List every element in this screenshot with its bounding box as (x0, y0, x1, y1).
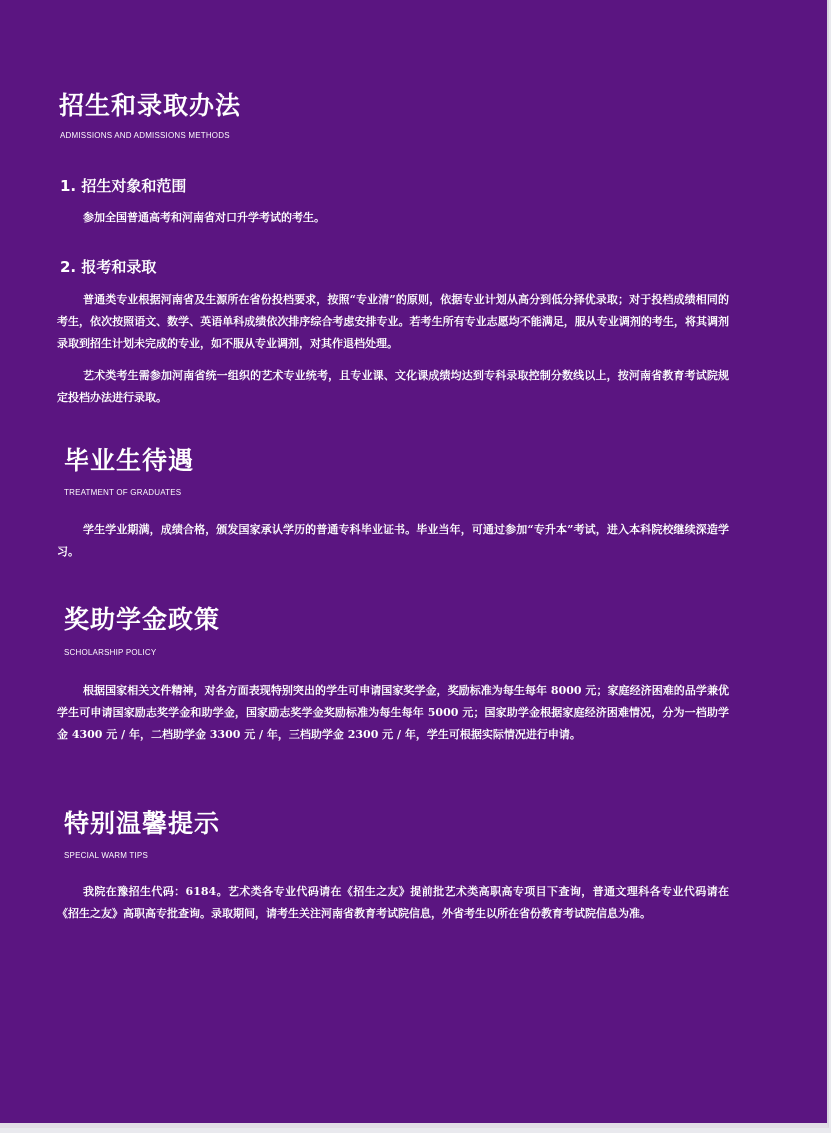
tips-subtitle: SPECIAL WARM TIPS (64, 851, 149, 860)
scholarship-subtitle: SCHOLARSHIP POLICY (64, 648, 157, 657)
admissions-part2-paragraph-2: 艺术类考生需参加河南省统一组织的艺术专业统考，且专业课、文化课成绩均达到专科录取控制分数线以上，按河南省教育考试院规定投档办法进行录取。 (57, 369, 729, 404)
scholarship-title: 奖助学金政策 (64, 605, 221, 634)
admissions-part1-heading: 1. 招生对象和范围 (60, 177, 187, 195)
tips-text: 我院在豫招生代码：6184。艺术类各专业代码请在《招生之友》提前批艺术类高职高专项目下查询，普通文理科各专业代码请在《招生之友》高职高专批查询。录取期间，请考生关注河南省教育考试院信息，外省考生以所在省份教育考试院信息为准。 (57, 885, 729, 920)
admissions-part2-heading: 2. 报考和录取 (60, 258, 157, 276)
admissions-subtitle: ADMISSIONS AND ADMISSIONS METHODS (60, 131, 230, 140)
admissions-part2-paragraph-1: 普通类专业根据河南省及生源所在省份投档要求，按照“专业清”的原则，依据专业计划从高分到低分择优录取；对于投档成绩相同的考生，依次按照语文、数学、英语单科成绩依次排序综合考虑安排专业。若考生所有专业志愿均不能满足，服从专业调剂的考生，将其调剂录取到招生计划未完成的专业，如不服从专业调剂，对其作退档处理。 (57, 293, 729, 350)
graduates-title: 毕业生待遇 (64, 446, 195, 475)
scholarship-text: 根据国家相关文件精神，对各方面表现特别突出的学生可申请国家奖学金，奖励标准为每生每年 8000 元；家庭经济困难的品学兼优学生可申请国家励志奖学金和助学金，国家励志奖学金奖励标准为每生每年 5000 元；国家助学金根据家庭经济困难情况，分为一档助学金 4300 元 / 年，二档助学金 3300 元 / 年，三档助学金 2300 元 / 年，学生可根据实际情况进行申请。 (57, 684, 729, 741)
admissions-part1-text: 参加全国普通高考和河南省对口升学考试的考生。 (83, 211, 325, 224)
tips-title: 特别温馨提示 (64, 809, 221, 838)
graduates-text: 学生学业期满，成绩合格，颁发国家承认学历的普通专科毕业证书。毕业当年，可通过参加“专升本”考试，进入本科院校继续深造学习。 (57, 523, 729, 558)
graduates-subtitle: TREATMENT OF GRADUATES (64, 488, 182, 497)
admissions-title: 招生和录取办法 (59, 91, 242, 120)
